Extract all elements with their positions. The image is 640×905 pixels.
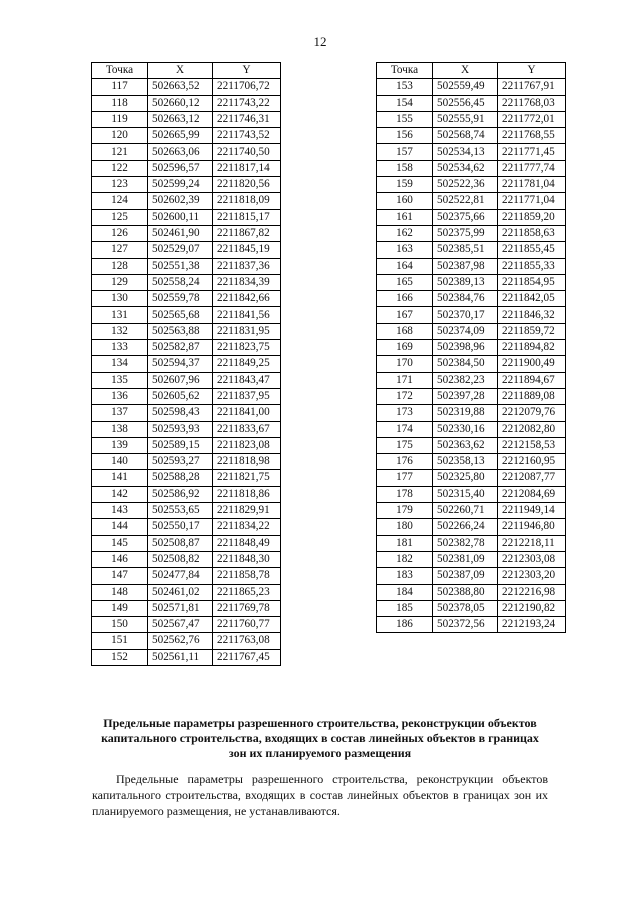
cell-x: 502266,24 [433, 519, 498, 535]
cell-x: 502556,45 [433, 95, 498, 111]
cell-x: 502582,87 [148, 340, 213, 356]
cell-x: 502384,76 [433, 291, 498, 307]
cell-x: 502567,47 [148, 617, 213, 633]
cell-y: 2211837,95 [213, 388, 281, 404]
cell-y: 2211818,98 [213, 454, 281, 470]
cell-y: 2211845,19 [213, 242, 281, 258]
cell-y: 2212082,80 [498, 421, 566, 437]
cell-y: 2211829,91 [213, 503, 281, 519]
cell-point: 148 [92, 584, 148, 600]
table-row [92, 503, 281, 519]
cell-point: 153 [377, 79, 433, 95]
cell-x: 502562,76 [148, 633, 213, 649]
table-row [377, 242, 566, 258]
cell-x: 502375,99 [433, 225, 498, 241]
cell-point: 180 [377, 519, 433, 535]
cell-y: 2211767,91 [498, 79, 566, 95]
cell-x: 502588,28 [148, 470, 213, 486]
table-row [377, 503, 566, 519]
cell-y: 2212190,82 [498, 600, 566, 616]
header-y: Y [213, 63, 281, 79]
cell-point: 142 [92, 486, 148, 502]
cell-x: 502563,88 [148, 323, 213, 339]
cell-x: 502260,71 [433, 503, 498, 519]
cell-point: 170 [377, 356, 433, 372]
cell-point: 181 [377, 535, 433, 551]
cell-x: 502522,81 [433, 193, 498, 209]
table-row [92, 372, 281, 388]
cell-x: 502660,12 [148, 95, 213, 111]
cell-point: 152 [92, 649, 148, 665]
header-x: X [433, 63, 498, 79]
table-row [92, 437, 281, 453]
cell-x: 502534,13 [433, 144, 498, 160]
cell-point: 154 [377, 95, 433, 111]
cell-y: 2211817,14 [213, 160, 281, 176]
cell-point: 179 [377, 503, 433, 519]
cell-point: 127 [92, 242, 148, 258]
cell-x: 502596,57 [148, 160, 213, 176]
cell-point: 156 [377, 128, 433, 144]
cell-x: 502388,80 [433, 584, 498, 600]
cell-x: 502382,23 [433, 372, 498, 388]
cell-x: 502387,09 [433, 568, 498, 584]
table-row [377, 421, 566, 437]
cell-y: 2211768,03 [498, 95, 566, 111]
table-row [92, 307, 281, 323]
cell-y: 2211855,45 [498, 242, 566, 258]
cell-x: 502508,82 [148, 551, 213, 567]
table-row [377, 193, 566, 209]
cell-x: 502553,65 [148, 503, 213, 519]
cell-point: 137 [92, 405, 148, 421]
cell-point: 186 [377, 617, 433, 633]
header-y: Y [498, 63, 566, 79]
cell-y: 2211834,22 [213, 519, 281, 535]
cell-x: 502558,24 [148, 274, 213, 290]
cell-y: 2212158,53 [498, 437, 566, 453]
table-row [377, 519, 566, 535]
cell-y: 2211889,08 [498, 388, 566, 404]
cell-point: 182 [377, 551, 433, 567]
cell-point: 144 [92, 519, 148, 535]
table-row [92, 421, 281, 437]
cell-point: 136 [92, 388, 148, 404]
table-row [377, 274, 566, 290]
cell-y: 2212079,76 [498, 405, 566, 421]
table-row [92, 160, 281, 176]
cell-x: 502534,62 [433, 160, 498, 176]
cell-point: 184 [377, 584, 433, 600]
cell-y: 2211865,23 [213, 584, 281, 600]
table-row [377, 551, 566, 567]
cell-y: 2212160,95 [498, 454, 566, 470]
cell-point: 143 [92, 503, 148, 519]
table-row [92, 470, 281, 486]
body-paragraph: Предельные параметры разрешенного строительства, реконструкции объектов капитального строительства, входящих в состав линейных объектов в границах зон их планируемого размещения, не устанавливаются. [92, 772, 548, 818]
cell-x: 502522,36 [433, 177, 498, 193]
cell-point: 135 [92, 372, 148, 388]
table-row [377, 454, 566, 470]
cell-y: 2211771,04 [498, 193, 566, 209]
cell-x: 502663,52 [148, 79, 213, 95]
table-row [92, 356, 281, 372]
cell-x: 502559,49 [433, 79, 498, 95]
cell-point: 173 [377, 405, 433, 421]
cell-point: 172 [377, 388, 433, 404]
table-row [92, 388, 281, 404]
cell-x: 502330,16 [433, 421, 498, 437]
cell-y: 2211859,20 [498, 209, 566, 225]
cell-y: 2211740,50 [213, 144, 281, 160]
cell-y: 2211858,78 [213, 568, 281, 584]
table-row [92, 291, 281, 307]
cell-x: 502319,88 [433, 405, 498, 421]
cell-y: 2212303,08 [498, 551, 566, 567]
cell-x: 502586,92 [148, 486, 213, 502]
table-row [92, 454, 281, 470]
cell-point: 134 [92, 356, 148, 372]
cell-point: 167 [377, 307, 433, 323]
table-row [377, 405, 566, 421]
cell-point: 130 [92, 291, 148, 307]
cell-point: 120 [92, 128, 148, 144]
table-row [92, 584, 281, 600]
cell-x: 502565,68 [148, 307, 213, 323]
table-row [377, 372, 566, 388]
cell-x: 502594,37 [148, 356, 213, 372]
table-row [92, 128, 281, 144]
table-row [92, 535, 281, 551]
cell-y: 2211767,45 [213, 649, 281, 665]
cell-point: 125 [92, 209, 148, 225]
cell-point: 150 [92, 617, 148, 633]
table-row [92, 193, 281, 209]
cell-y: 2211823,08 [213, 437, 281, 453]
cell-x: 502508,87 [148, 535, 213, 551]
table-row [92, 340, 281, 356]
table-row [377, 79, 566, 95]
table-row [377, 307, 566, 323]
cell-y: 2212087,77 [498, 470, 566, 486]
cell-x: 502568,74 [433, 128, 498, 144]
cell-point: 149 [92, 600, 148, 616]
cell-x: 502375,66 [433, 209, 498, 225]
cell-point: 171 [377, 372, 433, 388]
table-row [92, 519, 281, 535]
table-row [377, 177, 566, 193]
cell-y: 2212084,69 [498, 486, 566, 502]
table-row [377, 584, 566, 600]
cell-x: 502477,84 [148, 568, 213, 584]
cell-point: 174 [377, 421, 433, 437]
table-row [92, 649, 281, 665]
cell-y: 2211777,74 [498, 160, 566, 176]
cell-point: 175 [377, 437, 433, 453]
table-row [92, 209, 281, 225]
cell-x: 502398,96 [433, 340, 498, 356]
cell-y: 2212193,24 [498, 617, 566, 633]
table-row [377, 486, 566, 502]
table-row [377, 209, 566, 225]
cell-y: 2212218,11 [498, 535, 566, 551]
cell-point: 165 [377, 274, 433, 290]
cell-point: 122 [92, 160, 148, 176]
cell-x: 502599,24 [148, 177, 213, 193]
cell-y: 2211946,80 [498, 519, 566, 535]
cell-x: 502663,06 [148, 144, 213, 160]
cell-y: 2211818,09 [213, 193, 281, 209]
table-row [377, 617, 566, 633]
cell-x: 502600,11 [148, 209, 213, 225]
cell-x: 502363,62 [433, 437, 498, 453]
cell-x: 502593,93 [148, 421, 213, 437]
cell-y: 2211834,39 [213, 274, 281, 290]
table-row [377, 535, 566, 551]
cell-x: 502382,78 [433, 535, 498, 551]
cell-y: 2212216,98 [498, 584, 566, 600]
cell-point: 164 [377, 258, 433, 274]
cell-y: 2211848,30 [213, 551, 281, 567]
cell-y: 2211760,77 [213, 617, 281, 633]
header-point: Точка [377, 63, 433, 79]
table-row [92, 551, 281, 567]
cell-point: 166 [377, 291, 433, 307]
header-point: Точка [92, 63, 148, 79]
cell-y: 2211837,36 [213, 258, 281, 274]
cell-y: 2211855,33 [498, 258, 566, 274]
cell-y: 2211771,45 [498, 144, 566, 160]
cell-y: 2211769,78 [213, 600, 281, 616]
cell-point: 185 [377, 600, 433, 616]
cell-y: 2211867,82 [213, 225, 281, 241]
cell-point: 169 [377, 340, 433, 356]
cell-y: 2211894,67 [498, 372, 566, 388]
cell-x: 502461,02 [148, 584, 213, 600]
cell-x: 502551,38 [148, 258, 213, 274]
cell-point: 123 [92, 177, 148, 193]
cell-x: 502315,40 [433, 486, 498, 502]
page-number: 12 [313, 34, 327, 49]
coordinates-table-right [376, 62, 566, 633]
cell-point: 139 [92, 437, 148, 453]
table-row [377, 600, 566, 616]
cell-y: 2211781,04 [498, 177, 566, 193]
cell-y: 2211849,25 [213, 356, 281, 372]
table-row [377, 356, 566, 372]
section-heading: Предельные параметры разрешенного строительства, реконструкции объектов капитального строительства, входящих в состав линейных объектов в границах зон их планируемого размещения [101, 716, 539, 760]
cell-y: 2211831,95 [213, 323, 281, 339]
cell-point: 129 [92, 274, 148, 290]
cell-x: 502461,90 [148, 225, 213, 241]
cell-x: 502374,09 [433, 323, 498, 339]
cell-point: 132 [92, 323, 148, 339]
table-row [377, 388, 566, 404]
cell-x: 502550,17 [148, 519, 213, 535]
cell-y: 2211859,72 [498, 323, 566, 339]
cell-x: 502370,17 [433, 307, 498, 323]
cell-y: 2211823,75 [213, 340, 281, 356]
cell-x: 502529,07 [148, 242, 213, 258]
cell-y: 2211833,67 [213, 421, 281, 437]
cell-point: 163 [377, 242, 433, 258]
table-header-row [92, 63, 281, 79]
table-row [377, 160, 566, 176]
table-row [92, 258, 281, 274]
cell-x: 502372,56 [433, 617, 498, 633]
cell-point: 124 [92, 193, 148, 209]
cell-y: 2211818,86 [213, 486, 281, 502]
cell-x: 502665,99 [148, 128, 213, 144]
table-row [92, 225, 281, 241]
table-row [92, 405, 281, 421]
cell-point: 161 [377, 209, 433, 225]
cell-point: 128 [92, 258, 148, 274]
cell-y: 2211842,05 [498, 291, 566, 307]
cell-y: 2211843,47 [213, 372, 281, 388]
cell-y: 2211763,08 [213, 633, 281, 649]
cell-y: 2211841,00 [213, 405, 281, 421]
cell-x: 502389,13 [433, 274, 498, 290]
cell-point: 162 [377, 225, 433, 241]
table-row [377, 258, 566, 274]
table-row [92, 617, 281, 633]
cell-y: 2211842,66 [213, 291, 281, 307]
table-row [92, 79, 281, 95]
cell-point: 145 [92, 535, 148, 551]
cell-point: 147 [92, 568, 148, 584]
cell-y: 2211743,22 [213, 95, 281, 111]
cell-point: 141 [92, 470, 148, 486]
cell-x: 502358,13 [433, 454, 498, 470]
cell-x: 502593,27 [148, 454, 213, 470]
cell-y: 2211743,52 [213, 128, 281, 144]
cell-point: 183 [377, 568, 433, 584]
cell-point: 138 [92, 421, 148, 437]
cell-x: 502384,50 [433, 356, 498, 372]
cell-point: 118 [92, 95, 148, 111]
table-row [92, 144, 281, 160]
table-row [377, 225, 566, 241]
cell-x: 502605,62 [148, 388, 213, 404]
table-row [377, 128, 566, 144]
cell-y: 2211821,75 [213, 470, 281, 486]
cell-x: 502555,91 [433, 111, 498, 127]
table-row [377, 323, 566, 339]
cell-point: 155 [377, 111, 433, 127]
table-row [92, 274, 281, 290]
cell-point: 151 [92, 633, 148, 649]
cell-y: 2211848,49 [213, 535, 281, 551]
table-row [377, 568, 566, 584]
table-row [92, 568, 281, 584]
cell-x: 502602,39 [148, 193, 213, 209]
cell-x: 502561,11 [148, 649, 213, 665]
cell-y: 2211772,01 [498, 111, 566, 127]
cell-y: 2211768,55 [498, 128, 566, 144]
table-row [377, 437, 566, 453]
cell-x: 502387,98 [433, 258, 498, 274]
cell-x: 502571,81 [148, 600, 213, 616]
table-row [377, 340, 566, 356]
cell-point: 117 [92, 79, 148, 95]
table-row [377, 111, 566, 127]
cell-y: 2211820,56 [213, 177, 281, 193]
cell-point: 157 [377, 144, 433, 160]
header-x: X [148, 63, 213, 79]
cell-y: 2211949,14 [498, 503, 566, 519]
table-row [377, 144, 566, 160]
table-row [92, 111, 281, 127]
cell-point: 126 [92, 225, 148, 241]
table-row [377, 470, 566, 486]
cell-point: 158 [377, 160, 433, 176]
coordinates-table-left [91, 62, 281, 666]
cell-point: 140 [92, 454, 148, 470]
cell-x: 502381,09 [433, 551, 498, 567]
table-row [377, 291, 566, 307]
table-row [92, 486, 281, 502]
cell-point: 133 [92, 340, 148, 356]
table-row [92, 95, 281, 111]
cell-x: 502607,96 [148, 372, 213, 388]
cell-point: 168 [377, 323, 433, 339]
table-header-row [377, 63, 566, 79]
table-row [92, 242, 281, 258]
cell-x: 502589,15 [148, 437, 213, 453]
cell-y: 2211858,63 [498, 225, 566, 241]
cell-point: 146 [92, 551, 148, 567]
cell-y: 2211746,31 [213, 111, 281, 127]
table-row [92, 323, 281, 339]
cell-point: 159 [377, 177, 433, 193]
cell-x: 502559,78 [148, 291, 213, 307]
table-row [92, 177, 281, 193]
cell-point: 177 [377, 470, 433, 486]
table-row [92, 600, 281, 616]
cell-y: 2211706,72 [213, 79, 281, 95]
cell-y: 2211894,82 [498, 340, 566, 356]
cell-y: 2211846,32 [498, 307, 566, 323]
cell-y: 2211854,95 [498, 274, 566, 290]
cell-x: 502598,43 [148, 405, 213, 421]
cell-point: 160 [377, 193, 433, 209]
cell-y: 2211815,17 [213, 209, 281, 225]
cell-y: 2211900,49 [498, 356, 566, 372]
cell-x: 502385,51 [433, 242, 498, 258]
cell-x: 502378,05 [433, 600, 498, 616]
cell-point: 121 [92, 144, 148, 160]
cell-y: 2212303,20 [498, 568, 566, 584]
cell-x: 502663,12 [148, 111, 213, 127]
table-row [377, 95, 566, 111]
cell-point: 178 [377, 486, 433, 502]
cell-x: 502325,80 [433, 470, 498, 486]
cell-point: 176 [377, 454, 433, 470]
cell-x: 502397,28 [433, 388, 498, 404]
table-row [92, 633, 281, 649]
cell-point: 131 [92, 307, 148, 323]
cell-y: 2211841,56 [213, 307, 281, 323]
cell-point: 119 [92, 111, 148, 127]
